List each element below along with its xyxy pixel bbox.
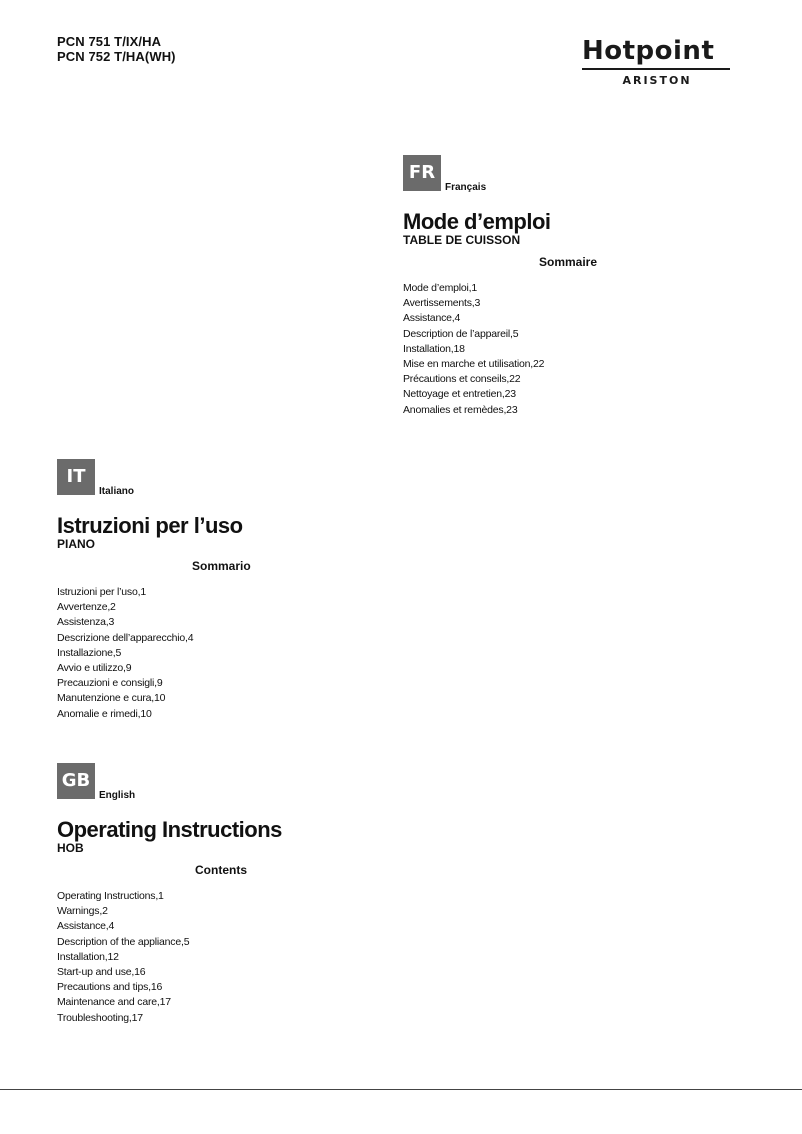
- model-line-1: PCN 751 T/IX/HA: [57, 34, 162, 49]
- list-item: Descrizione dell’apparecchio,4: [57, 631, 194, 644]
- brand-subname: ARISTON: [622, 74, 692, 87]
- section-title-fr: Mode d’emploi: [403, 209, 551, 234]
- list-item: Précautions et conseils,22: [403, 373, 521, 386]
- list-item: Mise en marche et utilisation,22: [403, 358, 545, 371]
- contents-heading-fr: Sommaire: [539, 255, 598, 269]
- contents-list-fr: [403, 281, 597, 418]
- list-item: Precauzioni e consigli,9: [57, 677, 163, 690]
- list-item: Maintenance and care,17: [57, 996, 171, 1009]
- list-item: Avvio e utilizzo,9: [57, 662, 132, 675]
- list-item: Nettoyage et entretien,23: [403, 388, 516, 401]
- section-french: [403, 155, 597, 418]
- logo-divider: [582, 68, 730, 70]
- list-item: Description of the appliance,5: [57, 935, 190, 948]
- model-numbers: [57, 34, 176, 64]
- section-italian: [57, 459, 251, 722]
- list-item: Operating Instructions,1: [57, 890, 164, 902]
- language-badge-gb: GB: [57, 763, 95, 799]
- list-item: Assistance,4: [57, 920, 115, 933]
- list-item: Mode d’emploi,1: [403, 282, 478, 294]
- list-item: Description de l’appareil,5: [403, 327, 519, 340]
- contents-heading-it: Sommario: [192, 559, 251, 573]
- language-name-gb: English: [99, 790, 136, 801]
- contents-heading-gb: Contents: [195, 863, 247, 877]
- contents-list-gb: [57, 889, 282, 1026]
- list-item: Assistenza,3: [57, 616, 115, 629]
- section-subtitle-gb: HOB: [57, 841, 84, 855]
- list-item: Anomalie e rimedi,10: [57, 707, 152, 720]
- language-name-fr: Français: [445, 182, 487, 193]
- contents-list-it: [57, 585, 251, 722]
- list-item: Troubleshooting,17: [57, 1011, 143, 1024]
- language-badge-fr: FR: [403, 155, 441, 191]
- brand-name: Hotpoint: [582, 36, 715, 66]
- list-item: Start-up and use,16: [57, 966, 146, 979]
- list-item: Installazione,5: [57, 646, 122, 659]
- list-item: Manutenzione e cura,10: [57, 692, 166, 705]
- model-line-2: PCN 752 T/HA(WH): [57, 49, 176, 64]
- list-item: Precautions and tips,16: [57, 981, 163, 994]
- section-title-gb: Operating Instructions: [57, 817, 282, 842]
- section-title-it: Istruzioni per l’uso: [57, 513, 243, 538]
- list-item: Installation,12: [57, 950, 119, 963]
- list-item: Assistance,4: [403, 312, 461, 325]
- list-item: Warnings,2: [57, 905, 108, 918]
- section-subtitle-fr: TABLE DE CUISSON: [403, 233, 521, 247]
- list-item: Anomalies et remèdes,23: [403, 403, 518, 416]
- brand-logo: [582, 36, 732, 87]
- language-badge-it: IT: [57, 459, 95, 495]
- language-name-it: Italiano: [99, 486, 135, 497]
- list-item: Avertissements,3: [403, 297, 481, 310]
- list-item: Avvertenze,2: [57, 601, 116, 614]
- section-english: [57, 763, 282, 1026]
- list-item: Installation,18: [403, 342, 465, 355]
- section-subtitle-it: PIANO: [57, 537, 96, 551]
- list-item: Istruzioni per l’uso,1: [57, 586, 146, 598]
- page-bottom-divider: [0, 1089, 802, 1090]
